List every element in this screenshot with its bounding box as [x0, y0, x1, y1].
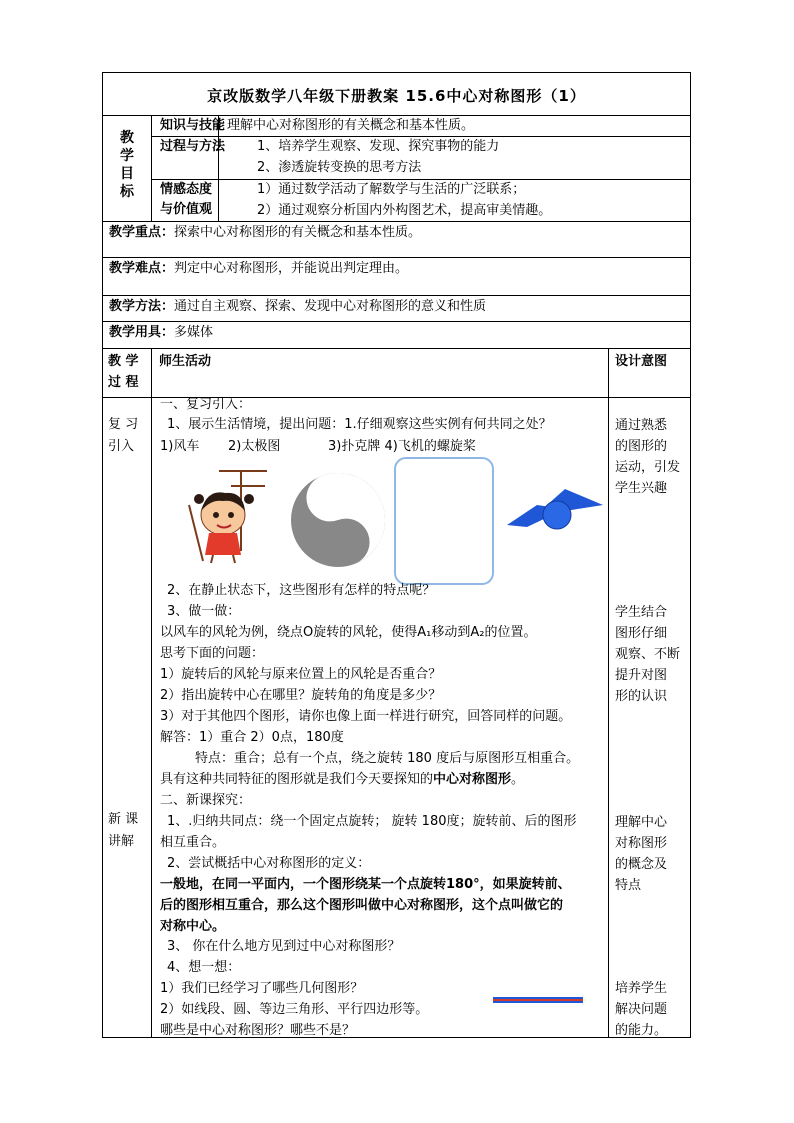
emotion-line-1: 1）通过数学活动了解数学与生活的广泛联系； [257, 182, 526, 197]
row-divider [103, 257, 690, 258]
tools-row: 教学用具：多媒体 [109, 325, 214, 340]
content-line: 2）指出旋转中心在哪里？旋转角的角度是多少？ [160, 688, 442, 703]
goals-label: 教 学 目 标 [120, 130, 134, 200]
row-divider [103, 321, 690, 322]
definition-line: 一般地，在同一平面内，一个图形绕某一个点旋转180°，如果旋转前、 [160, 877, 571, 892]
content-line: 2、在静止状态下，这些图形有怎样的特点呢？ [167, 583, 436, 598]
windmill-girl-image [181, 469, 271, 565]
row-divider [103, 348, 690, 349]
content-line: 哪些是中心对称图形？哪些不是？ [160, 1023, 356, 1038]
content-line: 思考下面的问题： [160, 646, 265, 661]
method-row: 教学方法：通过自主观察、探索、发现中心对称图形的意义和性质 [109, 299, 487, 314]
taiji-image [289, 471, 387, 569]
review-label-2: 引入 [108, 439, 135, 454]
figure-label-taiji: 2)太极图 [228, 439, 281, 454]
review-label-1: 复 习 [108, 417, 139, 432]
line-segment-image [493, 997, 583, 1003]
content-line: 相互重合。 [160, 835, 226, 850]
content-line: 2、尝试概括中心对称图形的定义： [167, 856, 371, 871]
playing-card-image [394, 457, 494, 585]
girl-dress [205, 533, 241, 555]
col-divider [608, 348, 609, 1037]
content-line: 特点：重合；总有一个点，绕之旋转 180 度后与原图形互相重合。 [195, 751, 580, 766]
definition-line: 后的图形相互重合，那么这个图形叫做中心对称图形，这个点叫做它的 [160, 898, 564, 913]
process-line-2: 2、渗透旋转变换的思考方法 [257, 160, 422, 175]
content-line: 3）对于其他四个图形，请你也像上面一样进行研究，回答同样的问题。 [160, 709, 572, 724]
content-line: 3、 你在什么地方见到过中心对称图形？ [167, 939, 401, 954]
content-line: 1）我们已经学习了哪些几何图形？ [160, 981, 364, 996]
difficulty-row: 教学难点：判定中心对称图形，并能说出判定理由。 [109, 261, 409, 276]
content-line: 2）如线段、圆、等边三角形、平行四边形等。 [160, 1002, 429, 1017]
new-lesson-label-1: 新 课 [108, 812, 139, 827]
content-line: 3、做一做： [167, 604, 241, 619]
emotion-label-2: 与价值观 [160, 202, 213, 217]
intent-block-1: 通过熟悉 的图形的 运动，引发 学生兴趣 [615, 418, 681, 496]
figure-label-windmill: 1)风车 [160, 439, 200, 454]
content-line: 4、想一想： [167, 960, 241, 975]
col-divider [151, 348, 152, 1037]
definition-line: 对称中心。 [160, 919, 226, 934]
row-divider [103, 295, 690, 296]
process-col-label-2: 过 程 [108, 375, 139, 390]
content-line: 1、.归纳共同点：绕一个固定点旋转； 旋转 180度；旋转前、后的图形 [167, 814, 577, 829]
intent-block-3: 理解中心 对称图形 的概念及 特点 [615, 815, 668, 893]
intent-block-4: 培养学生 解决问题 的能力。 [615, 981, 668, 1038]
lesson-plan-table [102, 72, 691, 1038]
process-col-label-1: 教 学 [108, 354, 139, 369]
knowledge-text: 理解中心对称图形的有关概念和基本性质。 [227, 118, 475, 133]
knowledge-label: 知识与技能 [160, 118, 226, 133]
key-point-row: 教学重点：探索中心对称图形的有关概念和基本性质。 [109, 225, 422, 240]
emotion-line-2: 2）通过观察分析国内外构图艺术，提高审美情趣。 [257, 203, 552, 218]
propeller-hub [543, 501, 571, 529]
content-line: 1、展示生活情境，提出问题：1.仔细观察这些实例有何共同之处？ [167, 417, 552, 432]
process-label: 过程与方法 [160, 139, 226, 154]
col-divider [151, 115, 152, 221]
content-line: 一、复习引入： [160, 397, 252, 412]
content-line: 1）旋转后的风轮与原来位置上的风轮是否重合？ [160, 667, 442, 682]
propeller-image [507, 485, 603, 539]
intent-block-2: 学生结合 图形仔细 观察、不断 提升对图 形的认识 [615, 605, 681, 704]
figure-label-cards: 3)扑克牌 4)飞机的螺旋桨 [328, 439, 476, 454]
intent-col-header: 设计意图 [615, 354, 668, 369]
content-line: 二、新课探究： [160, 793, 252, 808]
content-line: 具有这种共同特征的图形就是我们今天要探知的中心对称图形。 [160, 772, 525, 787]
emotion-label-1: 情感态度 [160, 182, 213, 197]
row-divider [103, 221, 690, 222]
content-line: 以风车的风轮为例，绕点O旋转的风轮，使得A₁移动到A₂的位置。 [160, 625, 537, 640]
activity-col-header: 师生活动 [159, 354, 212, 369]
content-line: 解答：1）重合 2）0点，180度 [160, 730, 344, 745]
page-title: 京改版数学八年级下册教案 15.6中心对称图形（1） [207, 87, 586, 105]
process-line-1: 1、培养学生观察、发现、探究事物的能力 [257, 139, 500, 154]
new-lesson-label-2: 讲解 [108, 834, 135, 849]
